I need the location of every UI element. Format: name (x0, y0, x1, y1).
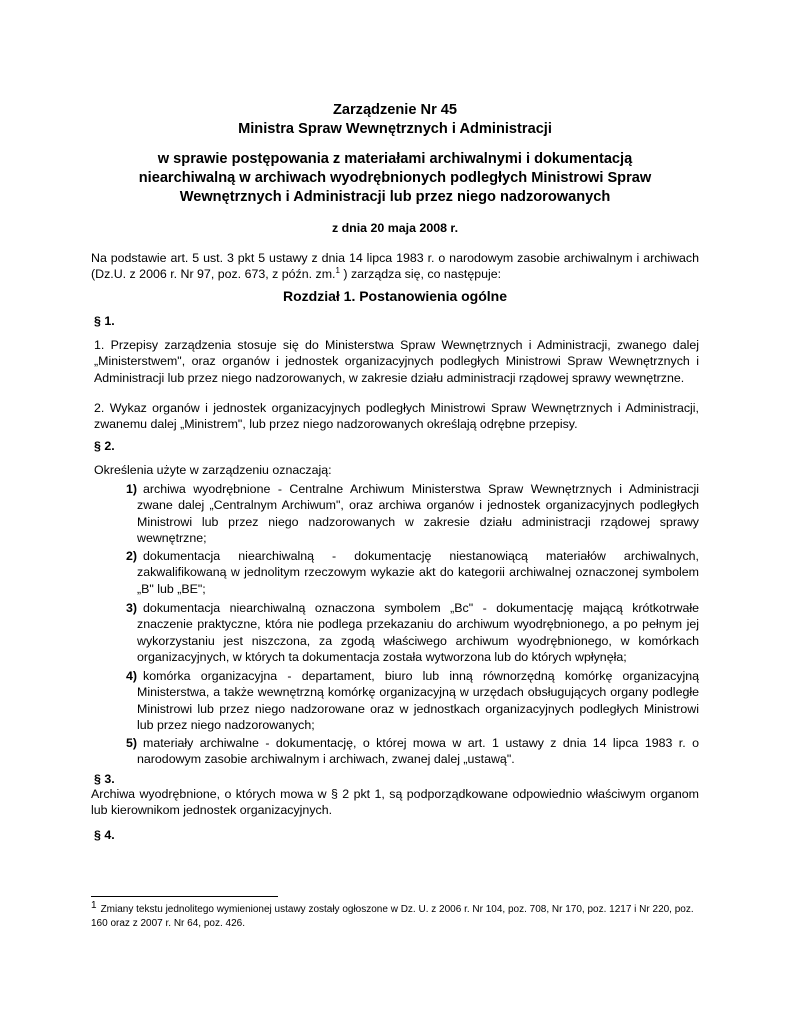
document-title (90, 101, 700, 139)
definition-number: 4) (126, 669, 138, 683)
preamble (91, 250, 699, 283)
definition-number: 1) (126, 482, 138, 496)
preamble-text: Na podstawie art. 5 ust. 3 pkt 5 ustawy z dnia 14 lipca 1983 r. o narodowym zasobie archiwalnym i archiwach (Dz.U. z 2006 r. Nr 97, poz. 673, z późn. zm. (91, 251, 699, 282)
document-date: z dnia 20 maja 2008 r. (331, 221, 459, 235)
definition-item (126, 548, 699, 597)
document-subject (90, 150, 700, 207)
definition-text: materiały archiwalne - dokumentację, o której mowa w art. 1 ustawy z dnia 14 lipca 1983 r. o narodowym zasobie archiwalnym i archiwach, zwanej dalej „ustawą". (137, 736, 699, 767)
section-1-sign: § 1. (94, 314, 115, 328)
definition-item (126, 600, 699, 665)
section-3-text: Archiwa wyodrębnione, o których mowa w § 2 pkt 1, są podporządkowane odpowiednio właściwym organom lub kierownikom jednostek organizacyjnych. (91, 787, 699, 818)
definition-item (126, 481, 699, 546)
definition-number: 2) (126, 549, 138, 563)
definition-text: dokumentacja niearchiwalną - dokumentację niestanowiącą materiałów archiwalnych, zakwalifikowaną w jednolitym rzeczowym wykazie akt do kategorii archiwalnej oznaczonej symbolem „B" lub „BE"; (137, 549, 699, 596)
title-line-2: Ministra Spraw Wewnętrznych i Administracji (238, 121, 552, 137)
section-4-sign: § 4. (94, 828, 115, 842)
section-1-paragraph-1: 1. Przepisy zarządzenia stosuje się do Ministerstwa Spraw Wewnętrznych i Administracji, zwanego dalej „Ministerstwem", oraz organów i jednostek organizacyjnych podległych Ministrowi Spraw Wewnętrznych i Administracji lub przez niego nadzorowanych, w zakresie działu administracji rządowej sprawy wewnętrzne. (94, 338, 699, 385)
section-3-sign: § 3. (94, 772, 115, 786)
definition-number: 5) (126, 736, 138, 750)
definition-text: archiwa wyodrębnione - Centralne Archiwum Ministerstwa Spraw Wewnętrznych i Administracji zwane dalej „Centralnym Archiwum", oraz archiwa organów i jednostek organizacyjnych podległych Ministrowi lub przez niego nadzorowanych w zakresie działu administracji rządowej sprawy wewnętrzne; (137, 482, 699, 545)
footnote-reference[interactable]: 1 (335, 266, 340, 276)
footnote-number: 1 (91, 900, 97, 911)
section-2-sign: § 2. (94, 439, 115, 453)
chapter-heading: Rozdział 1. Postanowienia ogólne (282, 288, 508, 304)
section-2-intro: Określenia użyte w zarządzeniu oznaczają: (94, 463, 332, 477)
section-1-paragraph-2: 2. Wykaz organów i jednostek organizacyjnych podległych Ministrowi Spraw Wewnętrznych i Administracji, zwanemu dalej „Ministrem", lub przez niego nadzorowanych określają odrębne przepisy. (94, 401, 699, 432)
subject-line-1: w sprawie postępowania z materiałami archiwalnymi i dokumentacją (157, 151, 633, 167)
title-line-1: Zarządzenie Nr 45 (332, 102, 458, 118)
footnote-text: Zmiany tekstu jednolitego wymienionej ustawy zostały ogłoszone w Dz. U. z 2006 r. Nr 104, poz. 708, Nr 170, poz. 1217 i Nr 220, poz. 160 oraz z 2007 r. Nr 64, poz. 426. (91, 904, 694, 929)
definition-text: komórka organizacyjna - departament, biuro lub inną równorzędną komórkę organizacyjną Ministerstwa, a także wewnętrzną komórkę organizacyjną w urzędach obsługujących organy podległe Ministrowi lub przez niego nadzorowane oraz w jednostkach organizacyjnych podległych Ministrowi lub przez niego nadzorowanych; (137, 669, 699, 732)
footnote (91, 900, 699, 931)
definition-item (126, 735, 699, 768)
subject-line-2: niearchiwalną w archiwach wyodrębnionych podległych Ministrowi Spraw (138, 170, 652, 186)
subject-line-3: Wewnętrznych i Administracji lub przez niego nadzorowanych (179, 189, 611, 205)
preamble-text-end: ) zarządza się, co następuje: (339, 267, 502, 282)
footnote-separator (91, 896, 278, 897)
definition-number: 3) (126, 601, 138, 615)
definition-text: dokumentacja niearchiwalną oznaczona symbolem „Bc" - dokumentację mającą krótkotrwałe znaczenie praktyczne, która nie podlega przekazaniu do archiwum wyodrębnionego, a po pełnym jej wykorzystaniu jest niszczona, za zgodą właściwego archiwum wyodrębnionego, w komórkach organizacyjnych, w których ta dokumentacja została wytworzona lub do których wpłynęła; (137, 601, 699, 664)
definition-item (126, 668, 699, 733)
